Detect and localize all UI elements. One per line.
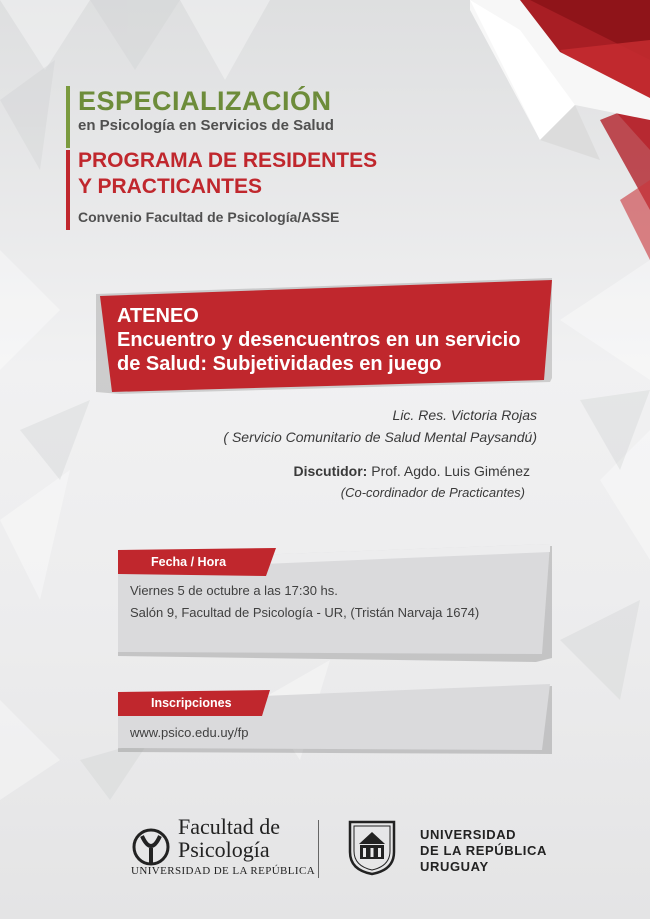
agreement-text: Convenio Facultad de Psicología/ASSE xyxy=(78,209,340,225)
schedule-tag: Fecha / Hora xyxy=(151,555,227,569)
ateneo-heading xyxy=(117,304,520,376)
schedule-details xyxy=(130,580,479,624)
discussant-block xyxy=(293,460,530,504)
speaker-name: Lic. Res. Victoria Rojas xyxy=(392,407,537,423)
registration-tag: Inscripciones xyxy=(151,696,232,710)
footer-divider xyxy=(318,820,319,878)
registration-url[interactable]: www.psico.edu.uy/fp xyxy=(130,725,249,740)
discussant-label: Discutidor: xyxy=(293,463,368,479)
faculty-name xyxy=(178,815,280,861)
specialization-title: ESPECIALIZACIÓN xyxy=(78,86,332,116)
program-title xyxy=(78,148,377,200)
speaker-affiliation: ( Servicio Comunitario de Salud Mental Paysandú) xyxy=(223,429,537,445)
speaker-block xyxy=(223,404,537,448)
program-title-line1: PROGRAMA DE RESIDENTES xyxy=(78,149,378,172)
schedule-location: Salón 9, Facultad de Psicología - UR, (Tristán Narvaja 1674) xyxy=(130,605,480,620)
event-title-line2: de Salud: Subjetividades en juego xyxy=(117,353,442,375)
discussant-role: (Co-cordinador de Practicantes) xyxy=(340,485,525,500)
university-seal-icon xyxy=(346,818,398,876)
registration-box xyxy=(0,680,650,760)
green-accent-bar xyxy=(66,86,70,148)
university-name-line2: DE LA REPÚBLICA xyxy=(420,843,547,858)
red-accent-bar xyxy=(66,150,70,230)
faculty-university-subtitle: UNIVERSIDAD DE LA REPÚBLICA xyxy=(131,865,316,877)
faculty-name-line1: Facultad de xyxy=(178,814,281,839)
university-name xyxy=(420,827,547,875)
university-name-line3: URUGUAY xyxy=(420,859,489,874)
faculty-name-line2: Psicología xyxy=(178,837,270,862)
specialization-subtitle: en Psicología en Servicios de Salud xyxy=(78,117,334,134)
facultad-psicologia-logo-icon xyxy=(130,826,172,866)
program-title-line2: Y PRACTICANTES xyxy=(78,175,262,198)
event-type: ATENEO xyxy=(117,305,199,327)
university-name-line1: UNIVERSIDAD xyxy=(420,827,517,842)
discussant-name: Prof. Agdo. Luis Giménez xyxy=(371,463,530,479)
schedule-date-time: Viernes 5 de octubre a las 17:30 hs. xyxy=(130,583,338,598)
event-title-line1: Encuentro y desencuentros en un servicio xyxy=(117,329,521,351)
